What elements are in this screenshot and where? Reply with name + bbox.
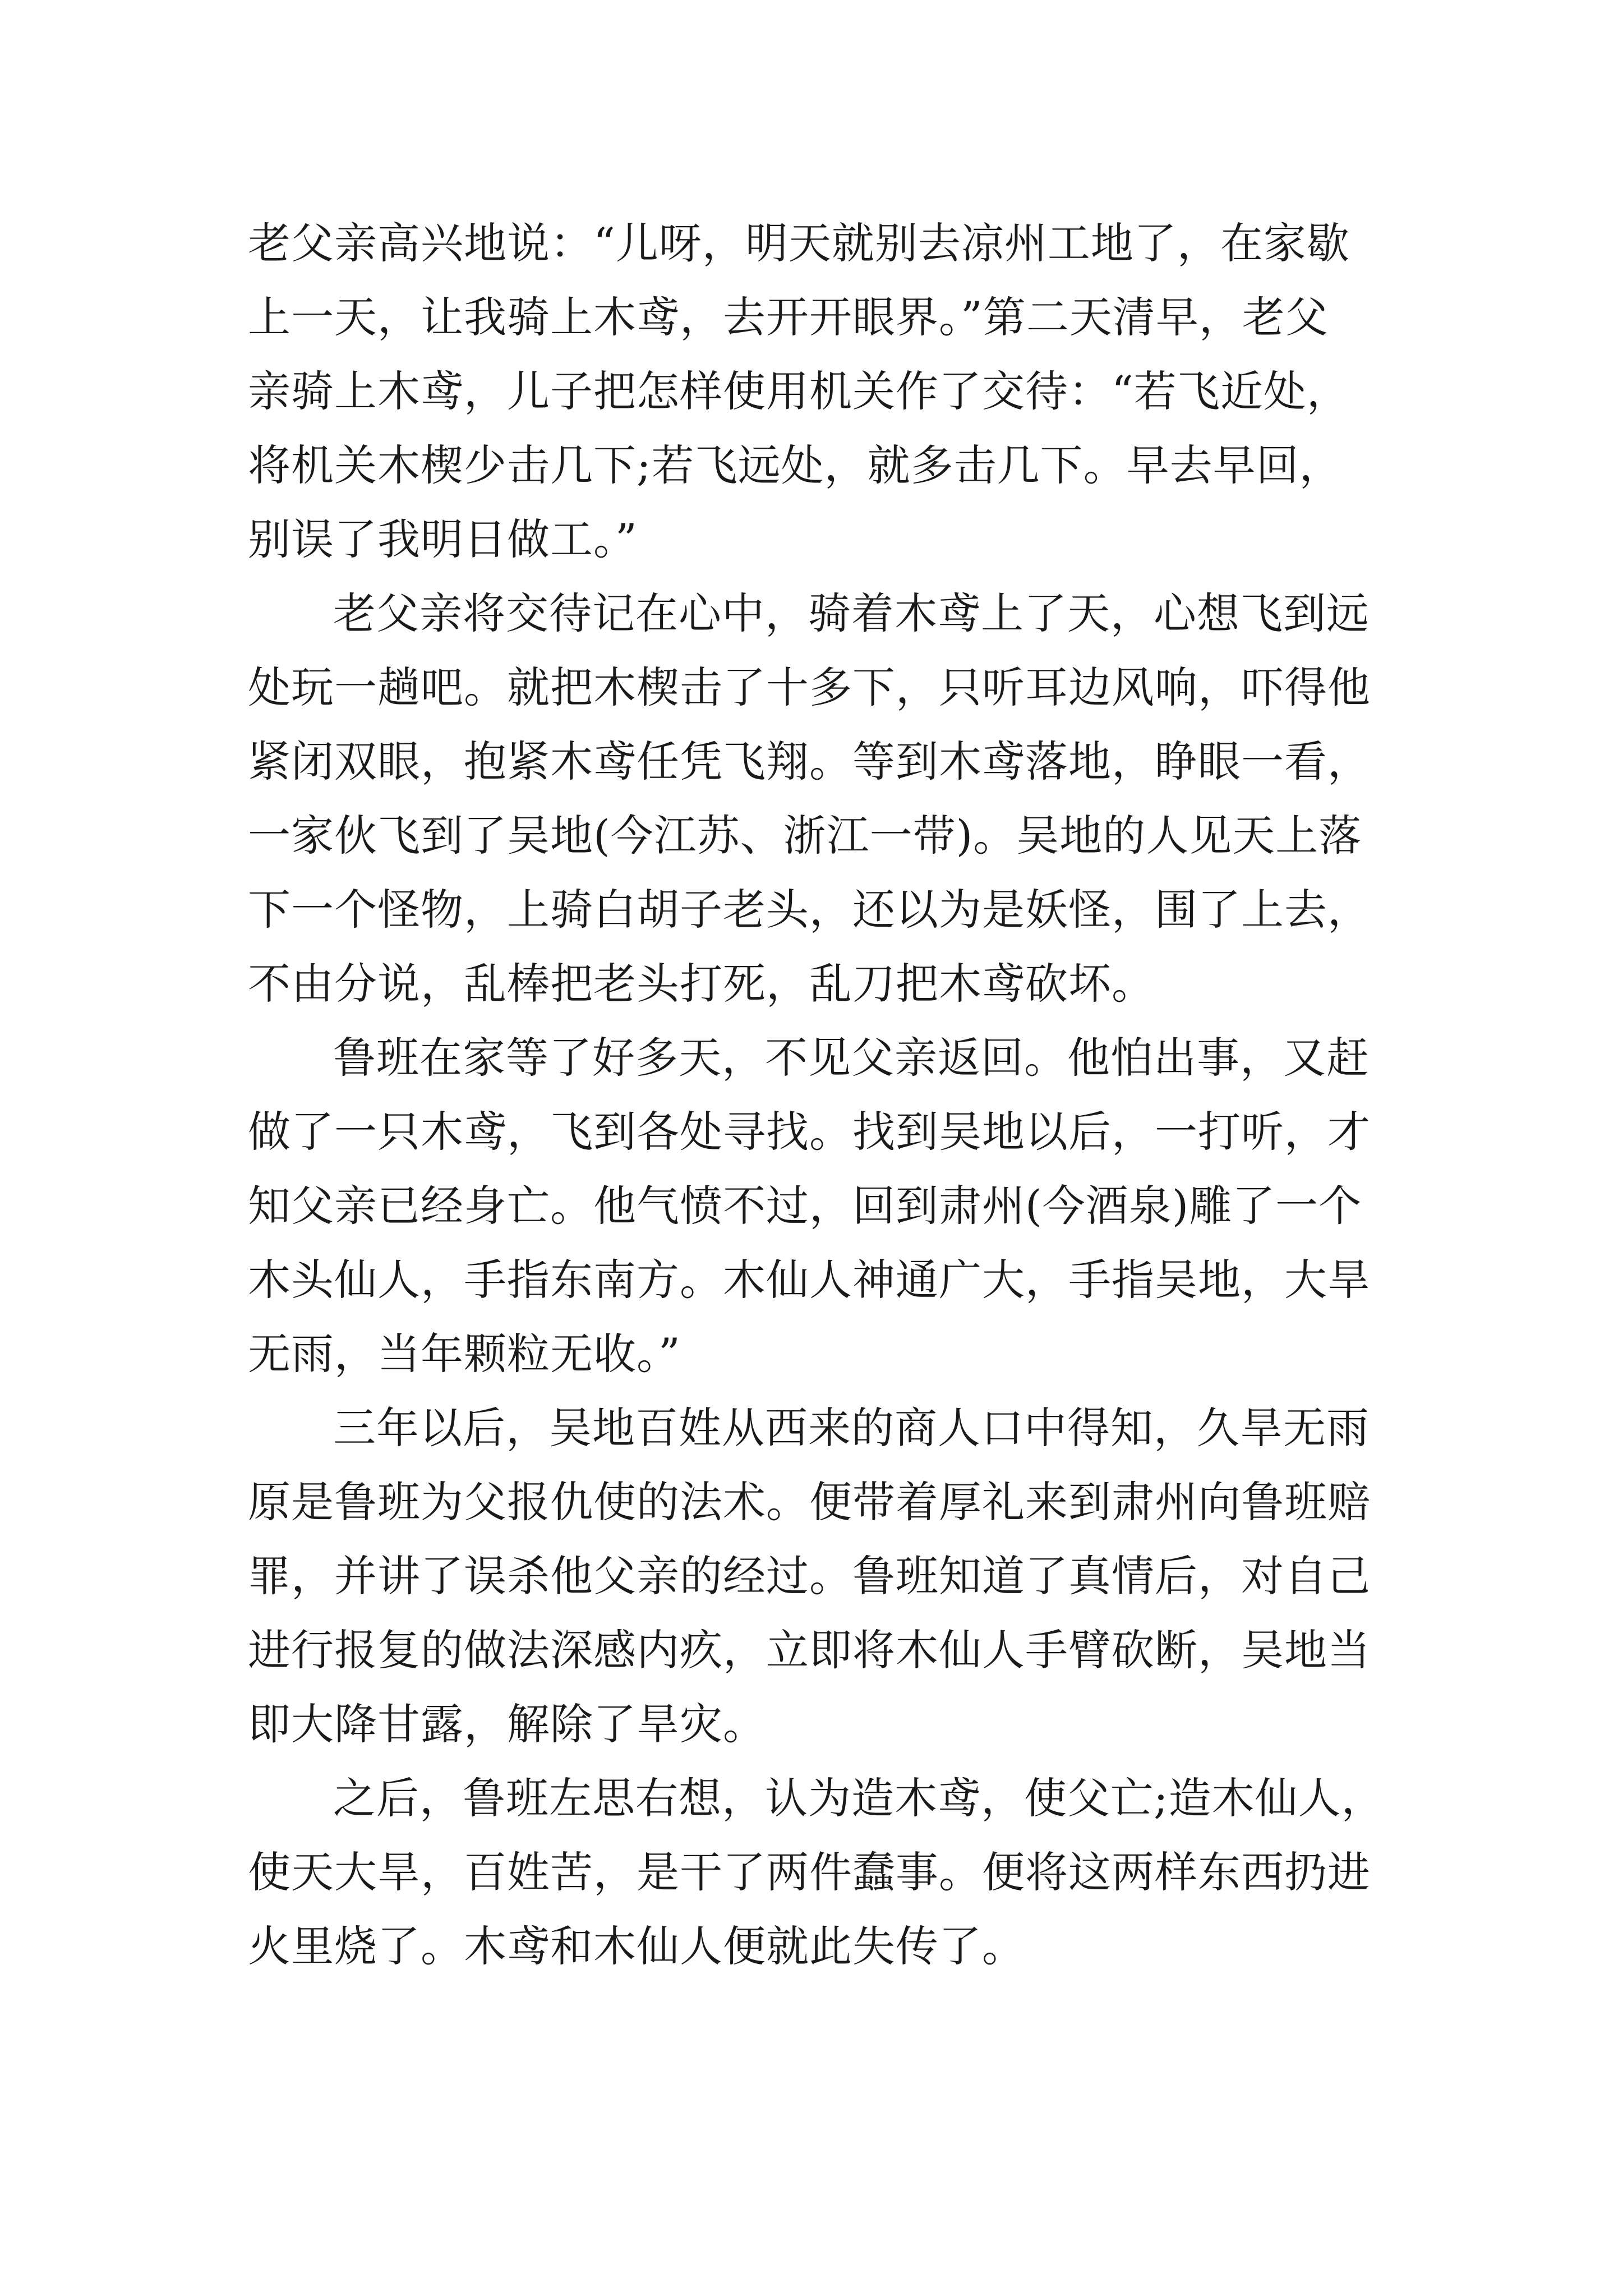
text-line: 下一个怪物，上骑白胡子老头，还以为是妖怪，围了上去， — [248, 885, 1371, 935]
text-line: 罪，并讲了误杀他父亲的经过。鲁班知道了真情后，对自己 — [248, 1551, 1371, 1601]
text-line: 知父亲已经身亡。他气愤不过，回到肃州(今酒泉)雕了一个 — [248, 1181, 1362, 1231]
text-line: 鲁班在家等了好多天，不见父亲返回。他怕出事，又赶 — [333, 1033, 1370, 1083]
text-line: 之后，鲁班左思右想，认为造木鸢，使父亡;造木仙人， — [333, 1773, 1385, 1823]
text-line: 进行报复的做法深感内疚，立即将木仙人手臂砍断，吴地当 — [248, 1625, 1371, 1675]
document-body — [248, 206, 1386, 1984]
text-line: 一家伙飞到了吴地(今江苏、浙江一带)。吴地的人见天上落 — [248, 811, 1362, 861]
text-line: 原是鲁班为父报仇使的法术。便带着厚礼来到肃州向鲁班赔 — [248, 1477, 1371, 1527]
paragraph-3 — [248, 1021, 1386, 1391]
text-line: 老父亲高兴地说：“儿呀，明天就别去凉州工地了，在家歇 — [248, 218, 1350, 268]
text-line: 上一天，让我骑上木鸢，去开开眼界。”第二天清早，老父 — [248, 292, 1329, 342]
text-line: 别误了我明日做工。” — [248, 514, 638, 564]
text-line: 紧闭双眼，抱紧木鸢任凭飞翔。等到木鸢落地，睁眼一看， — [248, 737, 1371, 786]
text-line: 亲骑上木鸢，儿子把怎样使用机关作了交待：“若飞近处， — [248, 366, 1350, 416]
text-line: 将机关木楔少击几下;若飞远处，就多击几下。早去早回， — [248, 440, 1343, 490]
text-line: 无雨，当年颗粒无收。” — [248, 1329, 681, 1379]
text-line: 火里烧了。木鸢和木仙人便就此失传了。 — [248, 1921, 1025, 1971]
text-line: 不由分说，乱棒把老头打死，乱刀把木鸢砍坏。 — [248, 959, 1155, 1009]
text-line: 老父亲将交待记在心中，骑着木鸢上了天，心想飞到远 — [333, 588, 1370, 638]
text-line: 木头仙人，手指东南方。木仙人神通广大，手指吴地，大旱 — [248, 1255, 1371, 1305]
text-line: 三年以后，吴地百姓从西来的商人口中得知，久旱无雨 — [333, 1403, 1370, 1453]
paragraph-4 — [248, 1391, 1386, 1761]
paragraph-2 — [248, 577, 1386, 1021]
paragraph-1 — [248, 206, 1386, 577]
text-line: 使天大旱，百姓苦，是干了两件蠢事。便将这两样东西扔进 — [248, 1847, 1371, 1897]
text-line: 即大降甘露，解除了旱灾。 — [248, 1699, 766, 1749]
paragraph-5 — [248, 1761, 1386, 1984]
text-line: 做了一只木鸢，飞到各处寻找。找到吴地以后，一打听，才 — [248, 1107, 1371, 1157]
text-line: 处玩一趟吧。就把木楔击了十多下，只听耳边风响，吓得他 — [248, 662, 1371, 712]
